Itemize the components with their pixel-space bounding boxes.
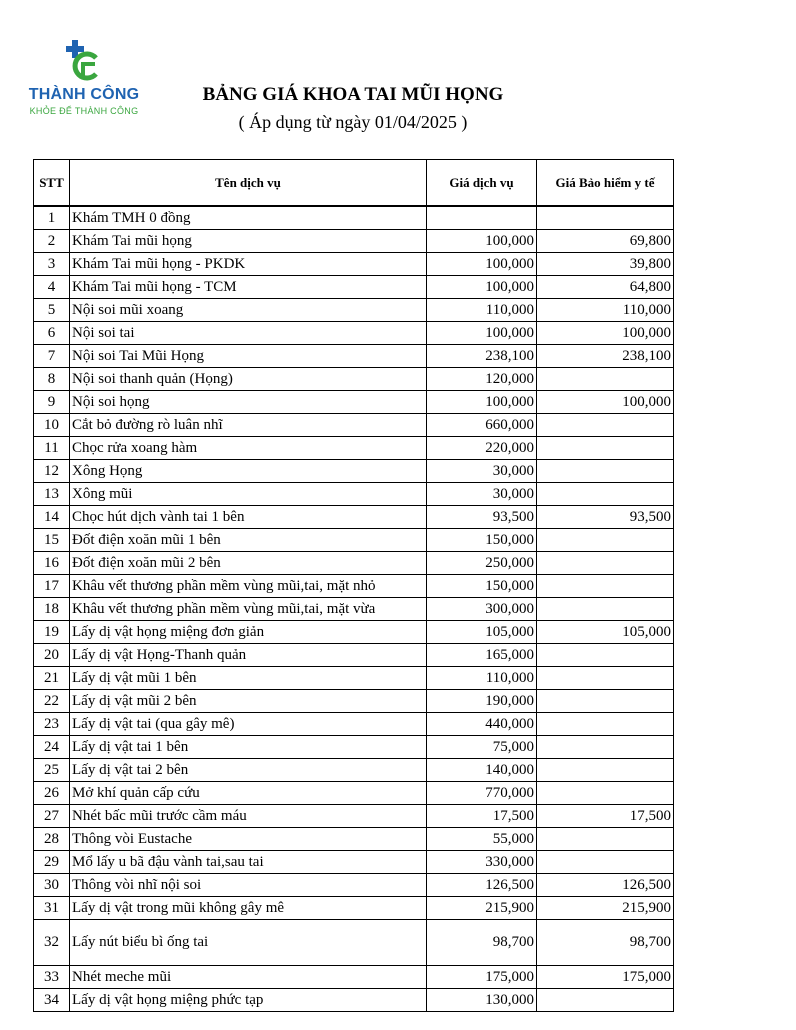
insurance-price: 110,000 [537,299,674,322]
row-number: 19 [34,621,70,644]
service-name: Nội soi Tai Mũi Họng [70,345,427,368]
row-number: 16 [34,552,70,575]
row-number: 26 [34,782,70,805]
table-row [34,989,674,1012]
service-price: 190,000 [427,690,537,713]
insurance-price [537,644,674,667]
service-price: 120,000 [427,368,537,391]
table-row [34,437,674,460]
service-name: Nội soi mũi xoang [70,299,427,322]
service-price: 130,000 [427,989,537,1012]
service-price: 100,000 [427,276,537,299]
row-number: 11 [34,437,70,460]
service-price: 660,000 [427,414,537,437]
table-row [34,206,674,230]
row-number: 20 [34,644,70,667]
service-name: Lấy dị vật Họng-Thanh quản [70,644,427,667]
service-name: Mổ lấy u bã đậu vành tai,sau tai [70,851,427,874]
service-name: Đốt điện xoăn mũi 1 bên [70,529,427,552]
service-price: 250,000 [427,552,537,575]
row-number: 8 [34,368,70,391]
service-price: 440,000 [427,713,537,736]
row-number: 24 [34,736,70,759]
table-row [34,506,674,529]
insurance-price [537,437,674,460]
insurance-price [537,667,674,690]
service-name: Lấy nút biểu bì ống tai [70,920,427,966]
service-price: 175,000 [427,966,537,989]
service-name: Xông mũi [70,483,427,506]
table-row [34,345,674,368]
page-subtitle: ( Áp dụng từ ngày 01/04/2025 ) [238,112,468,132]
insurance-price: 215,900 [537,897,674,920]
table-row [34,644,674,667]
row-number: 32 [34,920,70,966]
service-name: Xông Họng [70,460,427,483]
column-header-stt: STT [34,160,70,207]
table-row [34,552,674,575]
service-name: Nội soi tai [70,322,427,345]
table-row [34,851,674,874]
service-price: 770,000 [427,782,537,805]
insurance-price: 126,500 [537,874,674,897]
table-row [34,759,674,782]
service-price: 110,000 [427,667,537,690]
row-number: 25 [34,759,70,782]
service-price: 30,000 [427,460,537,483]
service-price: 215,900 [427,897,537,920]
table-row [34,575,674,598]
insurance-price [537,414,674,437]
table-row [34,874,674,897]
row-number: 13 [34,483,70,506]
insurance-price [537,759,674,782]
row-number: 6 [34,322,70,345]
service-name: Mở khí quản cấp cứu [70,782,427,805]
table-row [34,299,674,322]
insurance-price: 93,500 [537,506,674,529]
column-header-insurance-price: Giá Bảo hiểm y tế [537,160,674,207]
service-price: 220,000 [427,437,537,460]
row-number: 10 [34,414,70,437]
row-number: 3 [34,253,70,276]
service-name: Lấy dị vật họng miệng đơn giản [70,621,427,644]
row-number: 1 [34,206,70,230]
insurance-price: 100,000 [537,322,674,345]
service-name: Khám Tai mũi họng - TCM [70,276,427,299]
service-name: Khâu vết thương phần mềm vùng mũi,tai, mặt vừa [70,598,427,621]
table-row [34,276,674,299]
service-name: Cắt bỏ đường rò luân nhĩ [70,414,427,437]
service-price: 300,000 [427,598,537,621]
table-row [34,920,674,966]
service-price: 100,000 [427,391,537,414]
service-price: 100,000 [427,322,537,345]
table-row [34,368,674,391]
page-title: BẢNG GIÁ KHOA TAI MŨI HỌNG [202,84,504,105]
table-body [34,206,674,1012]
insurance-price [537,206,674,230]
service-name: Nhét meche mũi [70,966,427,989]
service-name: Chọc rửa xoang hàm [70,437,427,460]
service-price: 110,000 [427,299,537,322]
table-row [34,736,674,759]
row-number: 21 [34,667,70,690]
service-name: Khâu vết thương phần mềm vùng mũi,tai, mặt nhỏ [70,575,427,598]
table-row [34,253,674,276]
row-number: 18 [34,598,70,621]
table-row [34,414,674,437]
insurance-price [537,828,674,851]
row-number: 14 [34,506,70,529]
row-number: 31 [34,897,70,920]
row-number: 9 [34,391,70,414]
insurance-price: 100,000 [537,391,674,414]
insurance-price [537,529,674,552]
logo-name: THÀNH CÔNG [28,86,140,103]
table-row [34,230,674,253]
service-name: Nhét bấc mũi trước cầm máu [70,805,427,828]
service-name: Chọc hút dịch vành tai 1 bên [70,506,427,529]
service-name: Lấy dị vật trong mũi không gây mê [70,897,427,920]
row-number: 12 [34,460,70,483]
row-number: 34 [34,989,70,1012]
row-number: 5 [34,299,70,322]
table-row [34,805,674,828]
insurance-price [537,598,674,621]
service-price: 100,000 [427,230,537,253]
service-price: 30,000 [427,483,537,506]
insurance-price: 238,100 [537,345,674,368]
service-name: Lấy dị vật tai 2 bên [70,759,427,782]
table-row [34,529,674,552]
insurance-price [537,851,674,874]
service-name: Đốt điện xoăn mũi 2 bên [70,552,427,575]
service-price: 98,700 [427,920,537,966]
column-header-service: Tên dịch vụ [70,160,427,207]
table-row [34,713,674,736]
row-number: 23 [34,713,70,736]
table-row [34,483,674,506]
service-price: 55,000 [427,828,537,851]
clinic-logo [28,40,148,120]
row-number: 33 [34,966,70,989]
row-number: 7 [34,345,70,368]
medical-cross-logo-icon [66,40,102,84]
service-price: 126,500 [427,874,537,897]
table-row [34,828,674,851]
insurance-price [537,782,674,805]
logo-tagline: KHỎE ĐỂ THÀNH CÔNG [29,106,139,116]
insurance-price: 17,500 [537,805,674,828]
table-row [34,690,674,713]
table-row [34,667,674,690]
service-name: Lấy dị vật tai (qua gây mê) [70,713,427,736]
service-name: Nội soi họng [70,391,427,414]
service-name: Lấy dị vật mũi 1 bên [70,667,427,690]
price-table [33,159,674,1012]
service-name: Thông vòi Eustache [70,828,427,851]
service-price: 330,000 [427,851,537,874]
insurance-price: 39,800 [537,253,674,276]
insurance-price [537,460,674,483]
insurance-price [537,368,674,391]
service-price: 93,500 [427,506,537,529]
column-header-price: Giá dịch vụ [427,160,537,207]
service-price: 150,000 [427,575,537,598]
service-price: 150,000 [427,529,537,552]
insurance-price [537,483,674,506]
insurance-price: 64,800 [537,276,674,299]
insurance-price: 69,800 [537,230,674,253]
insurance-price: 105,000 [537,621,674,644]
service-price [427,206,537,230]
service-price: 17,500 [427,805,537,828]
service-name: Khám Tai mũi họng [70,230,427,253]
row-number: 29 [34,851,70,874]
table-row [34,966,674,989]
row-number: 28 [34,828,70,851]
service-price: 165,000 [427,644,537,667]
service-name: Thông vòi nhĩ nội soi [70,874,427,897]
table-row [34,460,674,483]
service-price: 238,100 [427,345,537,368]
service-name: Lấy dị vật tai 1 bên [70,736,427,759]
service-name: Khám Tai mũi họng - PKDK [70,253,427,276]
insurance-price [537,989,674,1012]
insurance-price [537,552,674,575]
row-number: 30 [34,874,70,897]
table-row [34,621,674,644]
row-number: 15 [34,529,70,552]
row-number: 2 [34,230,70,253]
service-price: 100,000 [427,253,537,276]
table-row [34,598,674,621]
insurance-price [537,736,674,759]
row-number: 17 [34,575,70,598]
table-row [34,782,674,805]
service-name: Khám TMH 0 đồng [70,206,427,230]
row-number: 27 [34,805,70,828]
service-name: Lấy dị vật mũi 2 bên [70,690,427,713]
insurance-price: 98,700 [537,920,674,966]
table-row [34,322,674,345]
service-price: 140,000 [427,759,537,782]
insurance-price [537,575,674,598]
insurance-price [537,713,674,736]
table-row [34,391,674,414]
service-price: 105,000 [427,621,537,644]
service-name: Lấy dị vật họng miệng phức tạp [70,989,427,1012]
service-price: 75,000 [427,736,537,759]
service-name: Nội soi thanh quản (Họng) [70,368,427,391]
table-row [34,897,674,920]
row-number: 22 [34,690,70,713]
insurance-price [537,690,674,713]
insurance-price: 175,000 [537,966,674,989]
row-number: 4 [34,276,70,299]
table-header-row [34,160,674,207]
